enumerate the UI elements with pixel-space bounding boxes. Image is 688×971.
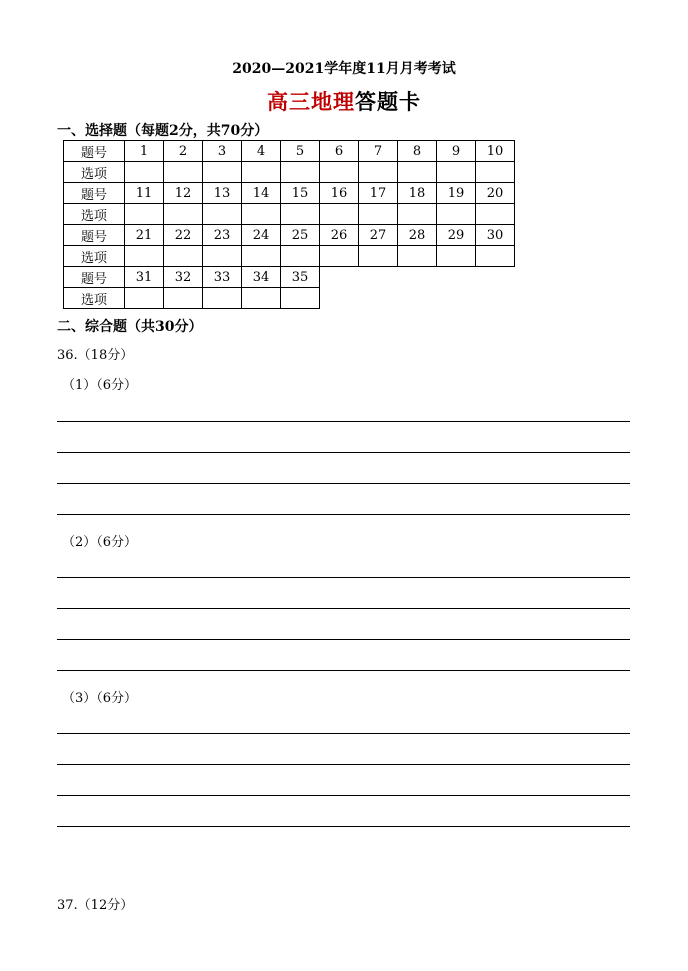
answer-cell[interactable] (437, 204, 476, 225)
answer-line[interactable] (57, 608, 630, 609)
answer-cell[interactable] (281, 288, 320, 309)
answer-line[interactable] (57, 421, 630, 422)
answer-cell[interactable] (281, 204, 320, 225)
question-number-row (64, 225, 515, 246)
question-number-cell: 28 (398, 225, 437, 246)
empty-cell (476, 267, 515, 288)
question-number-header: 题号 (64, 183, 125, 204)
question-number-cell: 33 (203, 267, 242, 288)
question-number-cell: 22 (164, 225, 203, 246)
answer-choice-header: 选项 (64, 288, 125, 309)
empty-cell (359, 267, 398, 288)
answer-cell[interactable] (242, 288, 281, 309)
question-37-label: 37.（12分） (57, 898, 134, 913)
question-number-cell: 34 (242, 267, 281, 288)
question-number-row (64, 141, 515, 162)
answer-line[interactable] (57, 826, 630, 827)
answer-cell[interactable] (320, 246, 359, 267)
question-number-cell: 7 (359, 141, 398, 162)
question-number-cell: 6 (320, 141, 359, 162)
answer-cell[interactable] (281, 162, 320, 183)
composite-section-heading: 二、综合题（共30分） (57, 319, 203, 335)
answer-line[interactable] (57, 452, 630, 453)
answer-line[interactable] (57, 577, 630, 578)
question-number-cell: 17 (359, 183, 398, 204)
answer-cell[interactable] (125, 288, 164, 309)
question-number-cell: 24 (242, 225, 281, 246)
answer-cell[interactable] (359, 204, 398, 225)
answer-choice-header: 选项 (64, 246, 125, 267)
answer-cell[interactable] (164, 246, 203, 267)
question-number-cell: 30 (476, 225, 515, 246)
answer-cell[interactable] (476, 204, 515, 225)
question-number-cell: 29 (437, 225, 476, 246)
answer-cell[interactable] (476, 162, 515, 183)
answer-line[interactable] (57, 733, 630, 734)
answer-cell[interactable] (320, 204, 359, 225)
answer-line[interactable] (57, 764, 630, 765)
choice-answer-table (63, 140, 515, 309)
question-number-cell: 27 (359, 225, 398, 246)
question-number-row (64, 183, 515, 204)
question-number-cell: 21 (125, 225, 164, 246)
question-number-cell: 2 (164, 141, 203, 162)
question-number-cell: 12 (164, 183, 203, 204)
answer-line[interactable] (57, 514, 630, 515)
empty-cell (320, 288, 359, 309)
answer-choice-row (64, 246, 515, 267)
question-number-cell: 23 (203, 225, 242, 246)
question-number-cell: 3 (203, 141, 242, 162)
answer-cell[interactable] (281, 246, 320, 267)
question-number-cell: 5 (281, 141, 320, 162)
question-number-header: 题号 (64, 267, 125, 288)
question-36-part-3-label: （3）（6分） (62, 691, 138, 706)
answer-cell[interactable] (242, 246, 281, 267)
answer-cell[interactable] (203, 204, 242, 225)
answer-cell[interactable] (164, 162, 203, 183)
question-number-cell: 16 (320, 183, 359, 204)
question-number-cell: 31 (125, 267, 164, 288)
question-number-row (64, 267, 515, 288)
question-number-cell: 26 (320, 225, 359, 246)
answer-line[interactable] (57, 795, 630, 796)
choice-section-heading: 一、选择题（每题2分，共70分） (57, 123, 269, 139)
answer-line[interactable] (57, 639, 630, 640)
answer-cell[interactable] (398, 162, 437, 183)
answer-cell[interactable] (203, 162, 242, 183)
answer-cell[interactable] (398, 204, 437, 225)
empty-cell (359, 288, 398, 309)
question-number-header: 题号 (64, 141, 125, 162)
question-number-cell: 11 (125, 183, 164, 204)
answer-cell[interactable] (203, 246, 242, 267)
question-36-part-1-label: （1）（6分） (62, 378, 138, 393)
answer-choice-row (64, 288, 515, 309)
empty-cell (320, 267, 359, 288)
answer-cell[interactable] (203, 288, 242, 309)
answer-cell[interactable] (242, 204, 281, 225)
answer-cell[interactable] (398, 246, 437, 267)
answer-cell[interactable] (359, 162, 398, 183)
answer-line[interactable] (57, 670, 630, 671)
question-number-cell: 14 (242, 183, 281, 204)
answer-cell[interactable] (437, 162, 476, 183)
answer-cell[interactable] (476, 246, 515, 267)
question-36-label: 36.（18分） (57, 348, 134, 363)
answer-cell[interactable] (164, 204, 203, 225)
question-number-cell: 20 (476, 183, 515, 204)
answer-cell[interactable] (164, 288, 203, 309)
empty-cell (398, 267, 437, 288)
question-number-cell: 35 (281, 267, 320, 288)
subject-title: 高三地理 (267, 89, 355, 114)
answer-cell[interactable] (242, 162, 281, 183)
answer-choice-header: 选项 (64, 162, 125, 183)
question-number-cell: 13 (203, 183, 242, 204)
answer-line[interactable] (57, 483, 630, 484)
answer-cell[interactable] (125, 162, 164, 183)
answer-cell[interactable] (320, 162, 359, 183)
empty-cell (398, 288, 437, 309)
exam-title: 2020—2021学年度11月月考考试 (232, 61, 456, 77)
question-number-cell: 15 (281, 183, 320, 204)
question-number-cell: 10 (476, 141, 515, 162)
answer-choice-header: 选项 (64, 204, 125, 225)
answer-choice-row (64, 162, 515, 183)
question-number-header: 题号 (64, 225, 125, 246)
empty-cell (476, 288, 515, 309)
question-number-cell: 1 (125, 141, 164, 162)
answer-choice-row (64, 204, 515, 225)
answer-card-title (0, 86, 688, 116)
question-36-part-2-label: （2）（6分） (62, 535, 138, 550)
question-number-cell: 9 (437, 141, 476, 162)
question-number-cell: 8 (398, 141, 437, 162)
answer-cell[interactable] (125, 246, 164, 267)
question-number-cell: 18 (398, 183, 437, 204)
question-number-cell: 32 (164, 267, 203, 288)
answer-cell[interactable] (125, 204, 164, 225)
question-number-cell: 19 (437, 183, 476, 204)
empty-cell (437, 267, 476, 288)
question-number-cell: 4 (242, 141, 281, 162)
question-number-cell: 25 (281, 225, 320, 246)
answer-cell[interactable] (359, 246, 398, 267)
answer-cell[interactable] (437, 246, 476, 267)
empty-cell (437, 288, 476, 309)
card-title-suffix: 答题卡 (355, 89, 421, 114)
